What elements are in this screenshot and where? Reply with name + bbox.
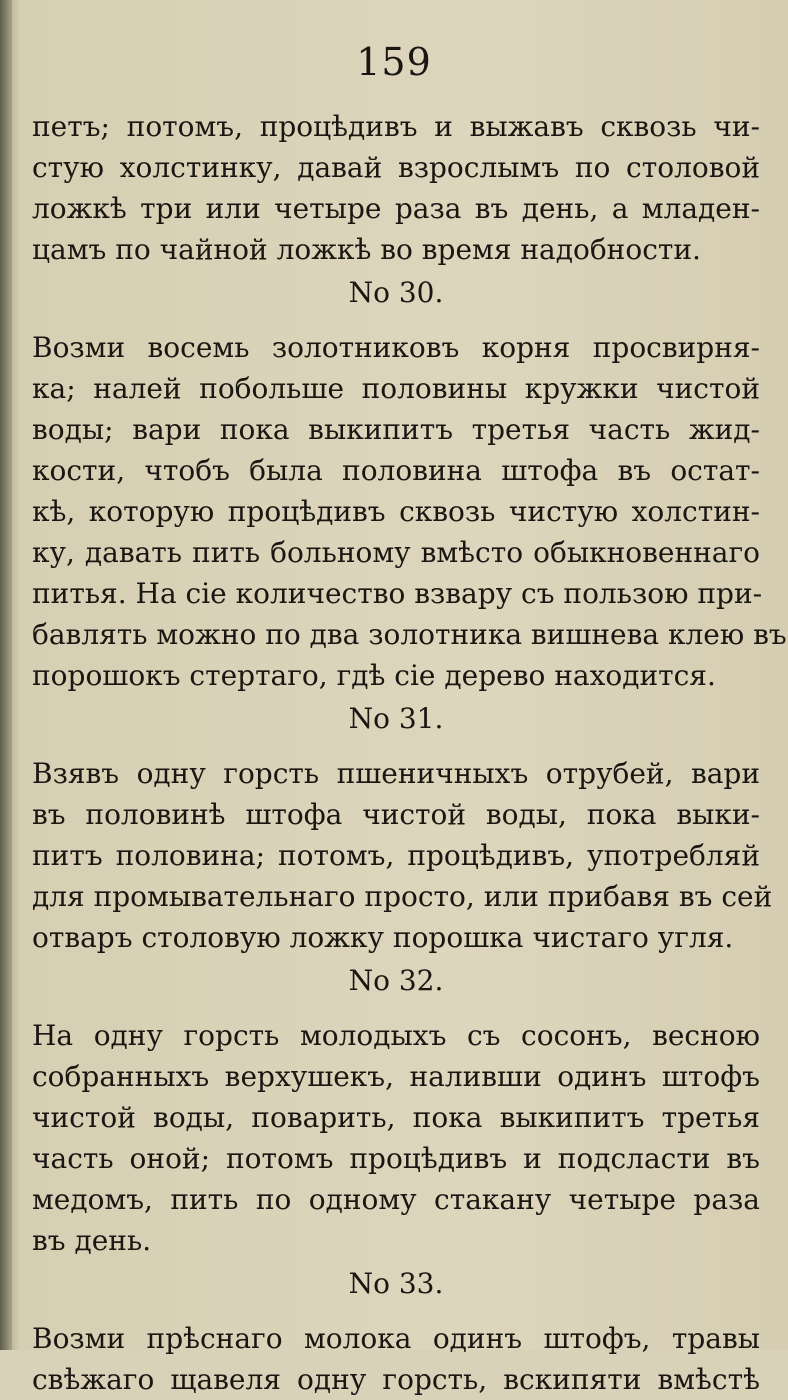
text-line: для промывательнаго просто, или прибавя въ сей (32, 880, 773, 913)
text-line: отваръ столовую ложку порошка чистаго угля. (32, 921, 734, 954)
recipe-heading: No 32. (348, 964, 444, 997)
recipe-heading: No 30. (348, 276, 444, 309)
text-line: цамъ по чайной ложкѣ во время надобности. (32, 233, 701, 266)
text-line: бавлять можно по два золотника вишнева клею въ (32, 618, 787, 651)
text-block (32, 106, 760, 270)
text-line: питья. На сіе количество взвару съ пользою при- (32, 577, 763, 610)
page-number: 159 (356, 40, 432, 84)
text-line: чистой воды, поварить, пока выкипитъ третья (32, 1101, 760, 1134)
text-line: ложкѣ три или четыре раза въ день, а младен- (32, 192, 760, 225)
text-line: кости, чтобъ была половина штофа въ остат- (32, 454, 760, 487)
text-line: воды; вари пока выкипитъ третья часть жид- (32, 413, 760, 446)
text-line: питъ половина; потомъ, процѣдивъ, употребляй (32, 839, 760, 872)
text-block (32, 753, 773, 958)
recipe-heading: No 31. (348, 702, 444, 735)
text-line: въ день. (32, 1224, 152, 1257)
text-line: въ половинѣ штофа чистой воды, пока выки- (32, 798, 760, 831)
text-line: медомъ, пить по одному стакану четыре раза (32, 1183, 760, 1216)
text-line: ку, давать пить больному вмѣсто обыкновеннаго (32, 536, 760, 569)
text-block (32, 1015, 760, 1261)
text-line: ка; налей побольше половины кружки чистой (32, 372, 760, 405)
page-gutter (0, 0, 12, 1350)
text-line: свѣжаго щавеля одну горсть, вскипяти вмѣстѣ (32, 1363, 760, 1396)
text-line: стую холстинку, давай взрослымъ по столовой (32, 151, 760, 184)
page-text (32, 106, 787, 1400)
text-line: порошокъ стертаго, гдѣ сіе дерево находится. (32, 659, 716, 692)
text-line: Возми прѣснаго молока одинъ штофъ, травы (32, 1322, 760, 1355)
text-line: Взявъ одну горсть пшеничныхъ отрубей, вари (32, 757, 760, 790)
text-line: кѣ, которую процѣдивъ сквозь чистую холстин- (32, 495, 760, 528)
text-line: часть оной; потомъ процѣдивъ и подсласти въ (32, 1142, 760, 1175)
text-line: Возми восемь золотниковъ корня просвирня- (32, 331, 760, 364)
text-line: На одну горсть молодыхъ съ сосонъ, весною (32, 1019, 760, 1052)
text-line: петъ; потомъ, процѣдивъ и выжавъ сквозь чи- (32, 110, 760, 143)
text-block (32, 1318, 760, 1400)
text-line: собранныхъ верхушекъ, наливши одинъ штофъ (32, 1060, 760, 1093)
recipe-heading: No 33. (348, 1267, 444, 1300)
text-block (32, 327, 787, 696)
